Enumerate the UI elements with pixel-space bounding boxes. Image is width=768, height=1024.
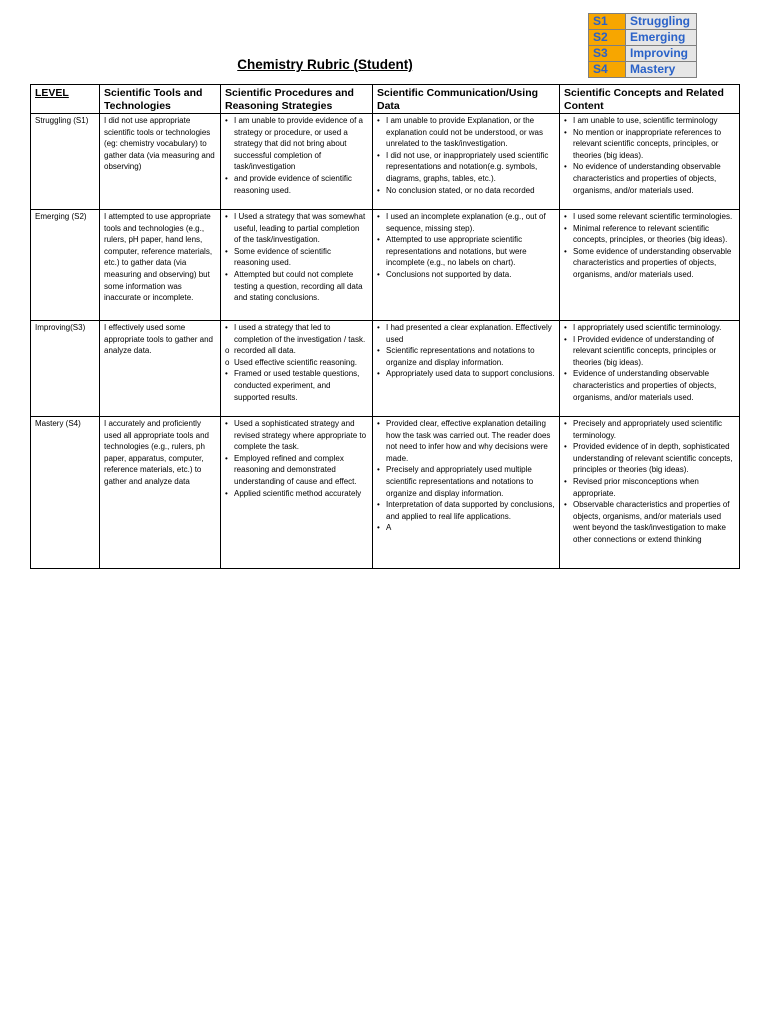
- bullet-marker: •: [225, 246, 228, 256]
- list-item: [225, 246, 368, 269]
- bullet-marker: •: [377, 116, 380, 125]
- bullet-marker: •: [564, 419, 567, 428]
- bullet-marker: •: [564, 323, 567, 332]
- item-text: Provided clear, effective explanation detailing how the task was carried out. The reader does not need to infer how and why decisions were made.: [386, 419, 551, 463]
- list-item: [225, 269, 368, 304]
- tools-cell: I attempted to use appropriate tools and technologies (e.g., rulers, pH paper, hand lens, computer, reference materials, etc.) to gather data (via measuring and observing) but some information was inaccurate or incomplete.: [100, 210, 221, 321]
- list-item: [225, 418, 368, 453]
- bullet-marker: •: [225, 212, 228, 221]
- list-item: [564, 368, 735, 403]
- list-item: [225, 453, 368, 488]
- communication-list: [377, 322, 555, 380]
- concepts-list: [564, 211, 735, 281]
- bullet-marker: •: [377, 150, 380, 160]
- bullet-marker: •: [377, 523, 380, 533]
- item-text: Appropriately used data to support conclusions.: [386, 369, 555, 379]
- procedures-cell: [221, 210, 373, 321]
- bullet-marker: •: [225, 453, 228, 463]
- list-item: [225, 345, 368, 357]
- bullet-marker: •: [564, 369, 567, 379]
- list-item: [377, 211, 555, 234]
- header-communication: Scientific Communication/Using Data: [373, 85, 560, 114]
- procedures-cell: [221, 114, 373, 210]
- list-item: [377, 522, 555, 534]
- list-item: [377, 185, 555, 197]
- item-text: Evidence of understanding observable characteristics and properties of objects, organisms, and/or materials used.: [573, 369, 717, 402]
- list-item: [564, 322, 735, 334]
- rubric-table: [30, 84, 740, 569]
- item-text: Conclusions not supported by data.: [386, 269, 512, 279]
- legend-code: S2: [589, 30, 626, 46]
- item-text: Revised prior misconceptions when appropriate.: [573, 476, 699, 498]
- list-item: [564, 223, 735, 246]
- page-title: Chemistry Rubric (Student): [237, 57, 413, 72]
- item-text: No evidence of understanding observable characteristics and properties of objects, organisms, and/or materials used.: [573, 162, 721, 195]
- item-text: A: [386, 523, 392, 533]
- bullet-marker: •: [377, 369, 380, 379]
- bullet-marker: o: [225, 357, 230, 367]
- item-text: Interpretation of data supported by conclusions, and applied to real life applications.: [386, 500, 555, 521]
- procedures-list: [225, 322, 368, 403]
- list-item: [225, 211, 368, 246]
- concepts-list: [564, 418, 735, 546]
- bullet-marker: •: [377, 269, 380, 279]
- list-item: [225, 173, 368, 196]
- communication-cell: [373, 417, 560, 569]
- bullet-marker: •: [377, 465, 380, 475]
- tools-cell: I effectively used some appropriate tools to gather and analyze data.: [100, 321, 221, 417]
- bullet-marker: •: [377, 346, 380, 356]
- item-text: I used some relevant scientific terminologies.: [573, 212, 733, 221]
- item-text: I Used a strategy that was somewhat useful, leading to partial completion of the task/investigation.: [234, 212, 366, 245]
- item-text: Attempted to use appropriate scientific representations and notations, but were incomplete (e.g., no labels on chart).: [386, 235, 527, 268]
- communication-list: [377, 418, 555, 534]
- bullet-marker: •: [377, 235, 380, 245]
- list-item: [377, 150, 555, 185]
- list-item: [564, 246, 735, 281]
- list-item: [225, 488, 368, 500]
- communication-list: [377, 211, 555, 281]
- legend-label: Improving: [626, 46, 697, 62]
- list-item: [564, 161, 735, 196]
- list-item: [564, 441, 735, 476]
- list-item: [564, 334, 735, 369]
- item-text: Observable characteristics and properties of objects, organisms, and/or materials used went beyond the task/investigation to make other connections or extend thinking: [573, 500, 730, 544]
- procedures-cell: [221, 321, 373, 417]
- bullet-marker: •: [564, 212, 567, 221]
- bullet-marker: •: [225, 369, 228, 379]
- list-item: [225, 322, 368, 345]
- item-text: Provided evidence of in depth, sophisticated understanding of relevant scientific concepts, principles or theories (big ideas).: [573, 442, 733, 475]
- item-text: recorded all data.: [234, 346, 296, 356]
- bullet-marker: •: [377, 185, 380, 195]
- bullet-marker: •: [564, 246, 567, 256]
- bullet-marker: •: [225, 419, 228, 428]
- list-item: [564, 211, 735, 223]
- procedures-list: [225, 211, 368, 304]
- table-row: [31, 321, 740, 417]
- item-text: No conclusion stated, or no data recorded: [386, 185, 535, 195]
- concepts-list: [564, 322, 735, 403]
- list-item: [564, 115, 735, 127]
- bullet-marker: •: [564, 223, 567, 233]
- item-text: I had presented a clear explanation. Effectively used: [386, 323, 552, 344]
- list-item: [564, 476, 735, 499]
- list-item: [377, 115, 555, 150]
- table-row: [31, 114, 740, 210]
- procedures-cell: [221, 417, 373, 569]
- item-text: Scientific representations and notations to organize and display information.: [386, 346, 535, 367]
- communication-cell: [373, 210, 560, 321]
- bullet-marker: •: [564, 334, 567, 344]
- bullet-marker: •: [377, 419, 380, 428]
- legend-row: [589, 14, 697, 30]
- level-cell: Mastery (S4): [31, 417, 100, 569]
- legend-label: Struggling: [626, 14, 697, 30]
- item-text: Used effective scientific reasoning.: [234, 357, 358, 367]
- bullet-marker: •: [564, 162, 567, 172]
- list-item: [564, 499, 735, 545]
- table-row: [31, 417, 740, 569]
- item-text: I used an incomplete explanation (e.g., out of sequence, missing step).: [386, 212, 546, 233]
- tools-cell: I accurately and proficiently used all appropriate tools and technologies (e.g., rulers, ph paper, apparatus, computer, reference materials, etc.) to gather and analyze data: [100, 417, 221, 569]
- concepts-list: [564, 115, 735, 196]
- level-cell: Struggling (S1): [31, 114, 100, 210]
- concepts-cell: [560, 321, 740, 417]
- bullet-marker: •: [377, 500, 380, 510]
- item-text: and provide evidence of scientific reasoning used.: [234, 173, 352, 195]
- item-text: Employed refined and complex reasoning and demonstrated understanding of cause and effect.: [234, 453, 357, 486]
- item-text: I am unable to use, scientific terminology: [573, 116, 718, 125]
- legend-code: S4: [589, 62, 626, 78]
- bullet-marker: •: [564, 116, 567, 125]
- list-item: [377, 418, 555, 464]
- item-text: I Provided evidence of understanding of relevant scientific concepts, principles or theories (big ideas).: [573, 334, 717, 367]
- bullet-marker: •: [225, 323, 228, 332]
- legend-label: Emerging: [626, 30, 697, 46]
- concepts-cell: [560, 210, 740, 321]
- procedures-list: [225, 418, 368, 499]
- list-item: [377, 464, 555, 499]
- item-text: Applied scientific method accurately: [234, 488, 362, 498]
- concepts-cell: [560, 114, 740, 210]
- bullet-marker: •: [225, 488, 228, 498]
- level-cell: Emerging (S2): [31, 210, 100, 321]
- item-text: Precisely and appropriately used multiple scientific representations and notations to organize and display information.: [386, 465, 534, 498]
- list-item: [564, 418, 735, 441]
- item-text: Framed or used testable questions, conducted experiment, and supported results.: [234, 369, 360, 402]
- item-text: Used a sophisticated strategy and revised strategy where appropriate to complete the task.: [234, 419, 367, 452]
- header-level: LEVEL: [31, 85, 100, 114]
- list-item: [225, 368, 368, 403]
- bullet-marker: •: [564, 500, 567, 510]
- bullet-marker: •: [564, 442, 567, 452]
- item-text: I did not use, or inappropriately used scientific representations and notation(e.g. symbols, diagrams, graphs, tables, etc.).: [386, 150, 549, 183]
- communication-list: [377, 115, 555, 196]
- procedures-list: [225, 115, 368, 196]
- communication-cell: [373, 114, 560, 210]
- item-text: Minimal reference to relevant scientific concepts, principles, or theories (big ideas).: [573, 223, 728, 245]
- bullet-marker: •: [564, 476, 567, 486]
- item-text: Attempted but could not complete testing a question, recording all data and stating conclusions.: [234, 269, 363, 303]
- bullet-marker: •: [225, 173, 228, 183]
- item-text: Some evidence of understanding observable characteristics and properties of objects, organisms, and/or materials used.: [573, 246, 732, 279]
- legend-code: S1: [589, 14, 626, 30]
- header-tools: Scientific Tools and Technologies: [100, 85, 221, 114]
- list-item: [377, 499, 555, 522]
- bullet-marker: •: [377, 323, 380, 332]
- list-item: [377, 368, 555, 380]
- item-text: I appropriately used scientific terminology.: [573, 323, 722, 332]
- header-concepts: Scientific Concepts and Related Content: [560, 85, 740, 114]
- list-item: [377, 269, 555, 281]
- list-item: [377, 234, 555, 269]
- list-item: [564, 127, 735, 162]
- item-text: Some evidence of scientific reasoning used.: [234, 246, 331, 268]
- bullet-marker: •: [225, 269, 228, 279]
- table-row: [31, 210, 740, 321]
- header-procedures: Scientific Procedures and Reasoning Strategies: [221, 85, 373, 114]
- item-text: No mention or inappropriate references to relevant scientific concepts, principles, or theories (big ideas).: [573, 127, 722, 160]
- header-row: [31, 85, 740, 114]
- tools-cell: I did not use appropriate scientific tools or technologies (eg: chemistry vocabulary) to gather data (via measuring and observing): [100, 114, 221, 210]
- concepts-cell: [560, 417, 740, 569]
- list-item: [377, 345, 555, 368]
- legend-code: S3: [589, 46, 626, 62]
- item-text: Precisely and appropriately used scientific terminology.: [573, 419, 722, 440]
- level-cell: Improving(S3): [31, 321, 100, 417]
- item-text: I used a strategy that led to completion of the investigation / task.: [234, 323, 366, 344]
- bullet-marker: o: [225, 346, 230, 356]
- list-item: [377, 322, 555, 345]
- list-item: [225, 115, 368, 173]
- bullet-marker: •: [377, 212, 380, 221]
- communication-cell: [373, 321, 560, 417]
- bullet-marker: •: [564, 127, 567, 137]
- legend-label: Mastery: [626, 62, 697, 78]
- bullet-marker: •: [225, 116, 228, 125]
- item-text: I am unable to provide evidence of a strategy or procedure, or used a strategy that did not bring about successful completion of task/investigation: [234, 116, 363, 172]
- list-item: [225, 357, 368, 369]
- legend-row: [589, 30, 697, 46]
- item-text: I am unable to provide Explanation, or the explanation could not be understood, or was unrelated to the task/investigation.: [386, 116, 543, 149]
